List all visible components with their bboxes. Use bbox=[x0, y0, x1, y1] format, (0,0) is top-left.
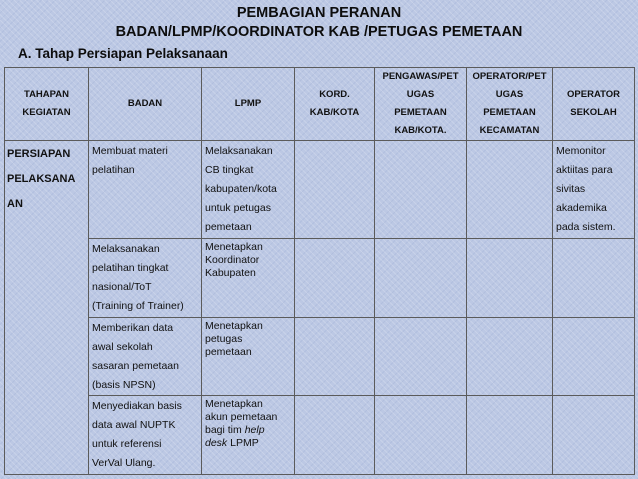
cell-line: sasaran pemetaan bbox=[92, 360, 179, 372]
cell-line: petugas bbox=[205, 333, 243, 345]
cell-line: Memonitor bbox=[556, 145, 606, 157]
cell-text: bagi tim bbox=[205, 424, 242, 436]
kord-cell bbox=[295, 141, 375, 239]
cell-text: LPMP bbox=[230, 437, 259, 449]
cell-line: Memberikan data bbox=[92, 322, 174, 334]
pengawas-cell bbox=[375, 239, 467, 318]
cell-line: Menetapkan bbox=[205, 241, 263, 253]
cell-line: awal sekolah bbox=[92, 341, 153, 353]
header-line: KAB/KOTA. bbox=[394, 125, 447, 136]
cell-line: Melaksanakan bbox=[92, 243, 160, 255]
table-row bbox=[5, 396, 635, 475]
operator-pet-cell bbox=[467, 141, 553, 239]
lpmp-cell bbox=[202, 141, 295, 239]
header-tahapan bbox=[5, 68, 89, 141]
cell-line: pada sistem. bbox=[556, 221, 616, 233]
cell-line bbox=[205, 437, 291, 450]
cell-line: (Training of Trainer) bbox=[92, 300, 184, 312]
pengawas-cell bbox=[375, 396, 467, 475]
header-operator-sekolah bbox=[553, 68, 635, 141]
page-title: PEMBAGIAN PERANAN bbox=[236, 5, 402, 21]
operator-sekolah-cell bbox=[553, 239, 635, 318]
kord-cell bbox=[295, 396, 375, 475]
header-line: KAB/KOTA bbox=[309, 107, 360, 118]
cell-line: Membuat materi bbox=[92, 145, 168, 157]
cell-line: untuk referensi bbox=[92, 438, 162, 450]
table-row bbox=[5, 239, 635, 318]
header-pengawas bbox=[375, 68, 467, 141]
cell-line: untuk petugas bbox=[205, 202, 271, 214]
operator-pet-cell bbox=[467, 239, 553, 318]
table-row bbox=[5, 141, 635, 239]
cell-line: (basis NPSN) bbox=[92, 379, 156, 391]
badan-cell bbox=[89, 239, 202, 318]
cell-line: Kabupaten bbox=[205, 267, 256, 279]
cell-line bbox=[205, 424, 291, 437]
badan-cell bbox=[89, 396, 202, 475]
phase-cell bbox=[5, 141, 89, 475]
cell-line: data awal NUPTK bbox=[92, 419, 176, 431]
page-subtitle: BADAN/LPMP/KOORDINATOR KAB /PETUGAS PEMETAAN bbox=[115, 24, 523, 40]
cell-line: Melaksanakan bbox=[205, 145, 273, 157]
operator-sekolah-cell bbox=[553, 141, 635, 239]
cell-line: Menetapkan bbox=[205, 320, 263, 332]
header-line: PEMETAAN bbox=[483, 107, 536, 118]
cell-line: pemetaan bbox=[205, 221, 252, 233]
cell-line: pemetaan bbox=[205, 346, 252, 358]
phase-line: PERSIAPAN bbox=[7, 148, 71, 160]
operator-sekolah-cell bbox=[553, 396, 635, 475]
header-line: KORD. bbox=[319, 89, 350, 100]
pengawas-cell bbox=[375, 141, 467, 239]
pengawas-cell bbox=[375, 318, 467, 396]
cell-text-italic: desk bbox=[205, 437, 228, 449]
cell-line: VerVal Ulang. bbox=[92, 457, 156, 469]
badan-cell bbox=[89, 141, 202, 239]
cell-line: kabupaten/kota bbox=[205, 183, 277, 195]
header-line: UGAS bbox=[495, 89, 524, 100]
header-line: KEGIATAN bbox=[22, 107, 71, 118]
cell-line: CB tingkat bbox=[205, 164, 254, 176]
lpmp-cell bbox=[202, 318, 295, 396]
header-line: OPERATOR/PET bbox=[472, 71, 547, 82]
kord-cell bbox=[295, 239, 375, 318]
header-line: OPERATOR bbox=[567, 89, 620, 100]
cell-line: pelatihan bbox=[92, 164, 135, 176]
section-heading: A. Tahap Persiapan Pelaksanaan bbox=[18, 46, 228, 61]
header-line: PEMETAAN bbox=[394, 107, 447, 118]
kord-cell bbox=[295, 318, 375, 396]
badan-cell bbox=[89, 318, 202, 396]
cell-line: Menetapkan bbox=[205, 398, 263, 410]
header-line: SEKOLAH bbox=[570, 107, 617, 118]
cell-line: sivitas bbox=[556, 183, 586, 195]
header-line: KECAMATAN bbox=[479, 125, 540, 136]
operator-pet-cell bbox=[467, 396, 553, 475]
header-operator-pet bbox=[467, 68, 553, 141]
cell-line: Menyediakan basis bbox=[92, 400, 182, 412]
cell-line: pelatihan tingkat bbox=[92, 262, 169, 274]
role-table bbox=[4, 67, 635, 475]
cell-line: akademika bbox=[556, 202, 607, 214]
table-row bbox=[5, 318, 635, 396]
header-lpmp: LPMP bbox=[202, 68, 295, 141]
operator-pet-cell bbox=[467, 318, 553, 396]
phase-line: PELAKSANA bbox=[7, 173, 76, 185]
header-line: PENGAWAS/PET bbox=[382, 71, 459, 82]
header-line: UGAS bbox=[406, 89, 435, 100]
cell-line: akun pemetaan bbox=[205, 411, 278, 423]
header-row bbox=[5, 68, 635, 141]
header-kord bbox=[295, 68, 375, 141]
cell-text-italic: help bbox=[244, 424, 265, 436]
cell-line: aktiitas para bbox=[556, 164, 613, 176]
header-badan: BADAN bbox=[89, 68, 202, 141]
operator-sekolah-cell bbox=[553, 318, 635, 396]
lpmp-cell bbox=[202, 396, 295, 475]
cell-line: Koordinator bbox=[205, 254, 260, 266]
phase-line: AN bbox=[7, 198, 23, 210]
header-line: TAHAPAN bbox=[23, 89, 70, 100]
lpmp-cell bbox=[202, 239, 295, 318]
cell-line: nasional/ToT bbox=[92, 281, 152, 293]
